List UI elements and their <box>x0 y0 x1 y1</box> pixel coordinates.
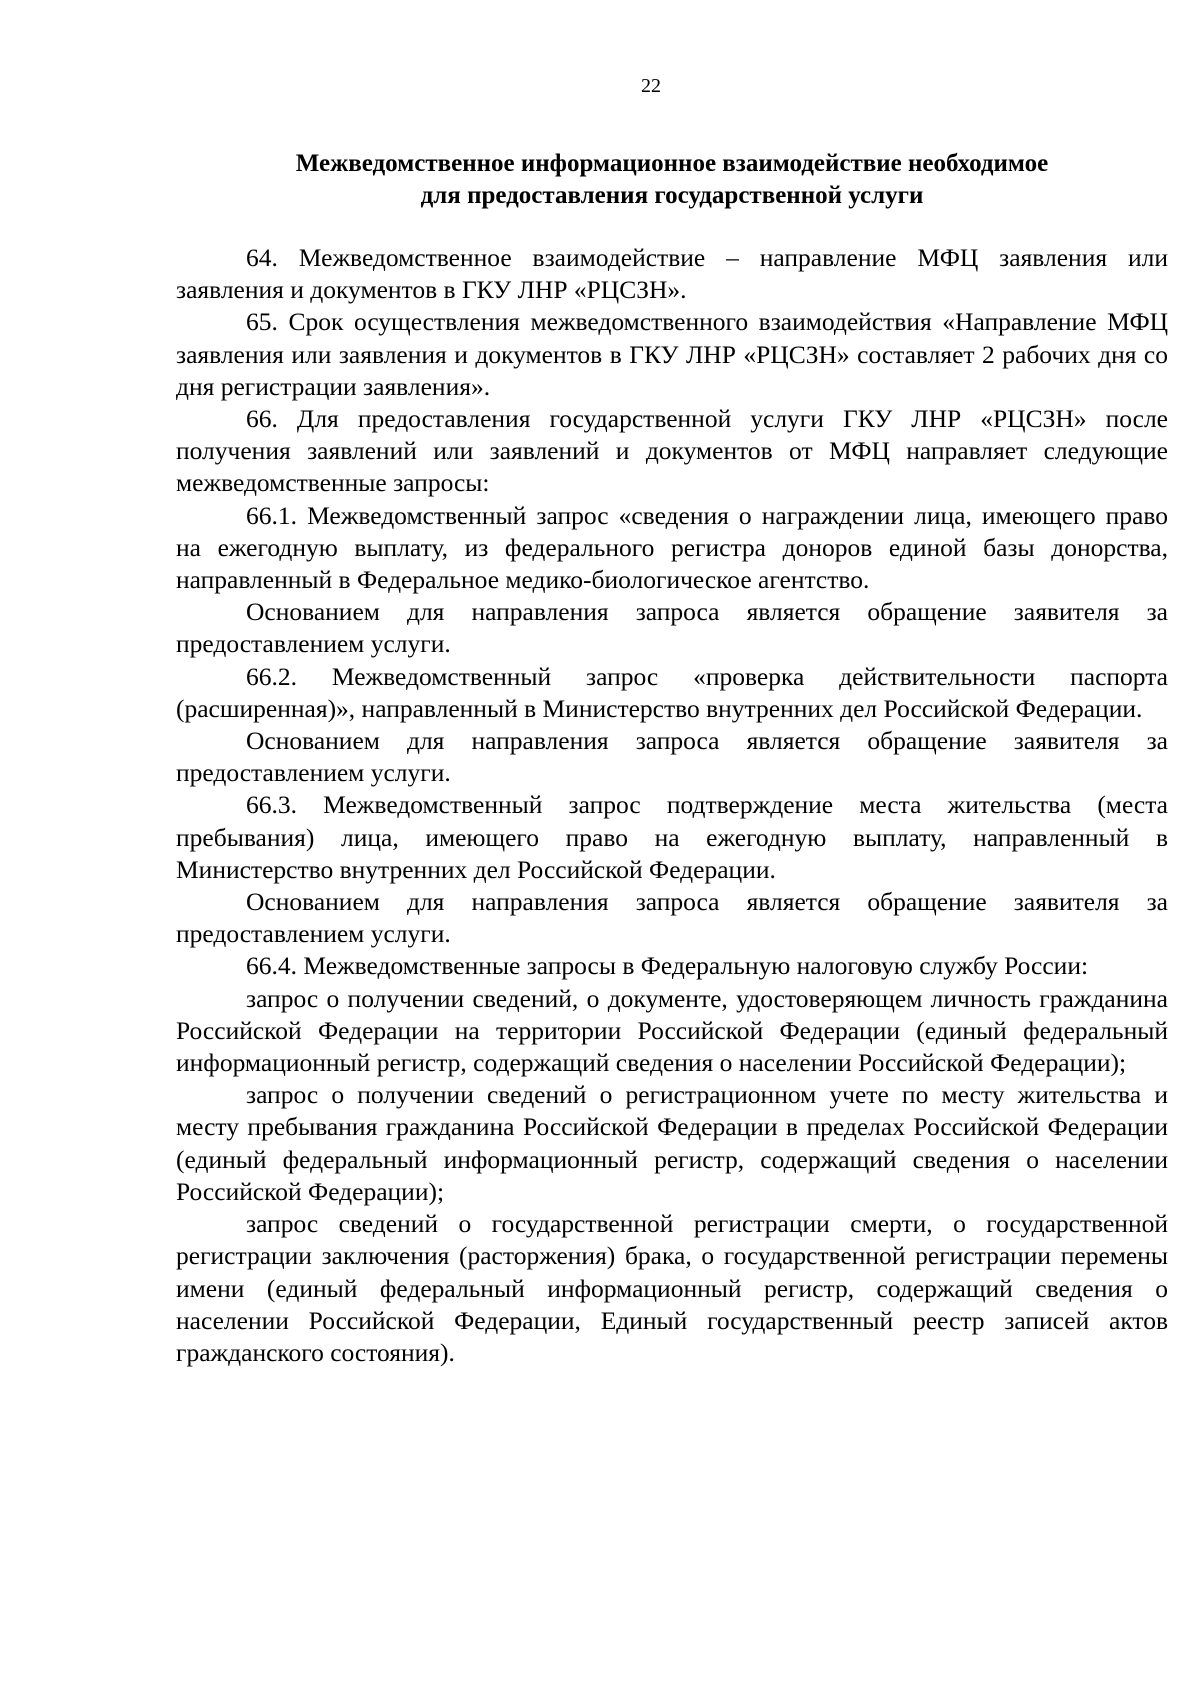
paragraph-66-2: 66.2. Межведомственный запрос «проверка действительности паспорта (расширенная)», направленный в Министерство внутренних дел Российской Федерации. <box>176 661 1168 723</box>
paragraph-66: 66. Для предоставления государственной услуги ГКУ ЛНР «РЦСЗН» после получения заявлений или заявлений и документов от МФЦ направляет следующие межведомственные запросы: <box>176 404 1168 498</box>
paragraph-64: 64. Межведомственное взаимодействие – направление МФЦ заявления или заявления и документов в ГКУ ЛНР «РЦСЗН». <box>176 243 1168 305</box>
paragraph-request-registration: запрос о получении сведений о регистрационном учете по месту жительства и месту пребывания гражданина Российской Федерации в пределах Российской Федерации (единый федеральный информационный регистр, содержащий сведения о населении Российской Федерации); <box>176 1080 1168 1206</box>
section-heading <box>176 148 1168 212</box>
paragraph-65: 65. Срок осуществления межведомственного взаимодействия «Направление МФЦ заявления или заявления и документов в ГКУ ЛНР «РЦСЗН» составляет 2 рабочих дня со дня регистрации заявления». <box>176 307 1168 401</box>
section-heading-line-2: для предоставления государственной услуги <box>420 182 924 209</box>
paragraph-66-2-basis: Основанием для направления запроса является обращение заявителя за предоставлением услуги. <box>176 726 1168 788</box>
paragraph-request-civil-acts: запрос сведений о государственной регистрации смерти, о государственной регистрации заключения (расторжения) брака, о государственной регистрации перемены имени (единый федеральный информационный регистр, содержащий сведения о населении Российской Федерации, Единый государственный реестр записей актов гражданского состояния). <box>176 1209 1168 1367</box>
paragraph-66-1: 66.1. Межведомственный запрос «сведения о награждении лица, имеющего право на ежегодную выплату, из федерального регистра доноров единой базы донорства, направленный в Федеральное медико-биологическое агентство. <box>176 500 1168 595</box>
paragraph-66-3: 66.3. Межведомственный запрос подтверждение места жительства (места пребывания) лица, имеющего право на ежегодную выплату, направленный в Министерство внутренних дел Российской Федерации. <box>176 790 1168 884</box>
paragraph-66-1-basis: Основанием для направления запроса является обращение заявителя за предоставлением услуги. <box>176 597 1168 659</box>
body-text <box>176 242 1168 1369</box>
section-heading-line-1: Межведомственное информационное взаимодействие необходимое <box>295 150 1049 177</box>
paragraph-66-3-basis: Основанием для направления запроса является обращение заявителя за предоставлением услуги. <box>176 887 1168 949</box>
paragraph-request-identity: запрос о получении сведений, о документе, удостоверяющем личность гражданина Российской Федерации на территории Российской Федерации (единый федеральный информационный регистр, содержащий сведения о населении Российской Федерации); <box>176 983 1168 1078</box>
paragraph-66-4: 66.4. Межведомственные запросы в Федеральную налоговую службу России: <box>246 951 1089 981</box>
page-number: 22 <box>641 75 661 97</box>
